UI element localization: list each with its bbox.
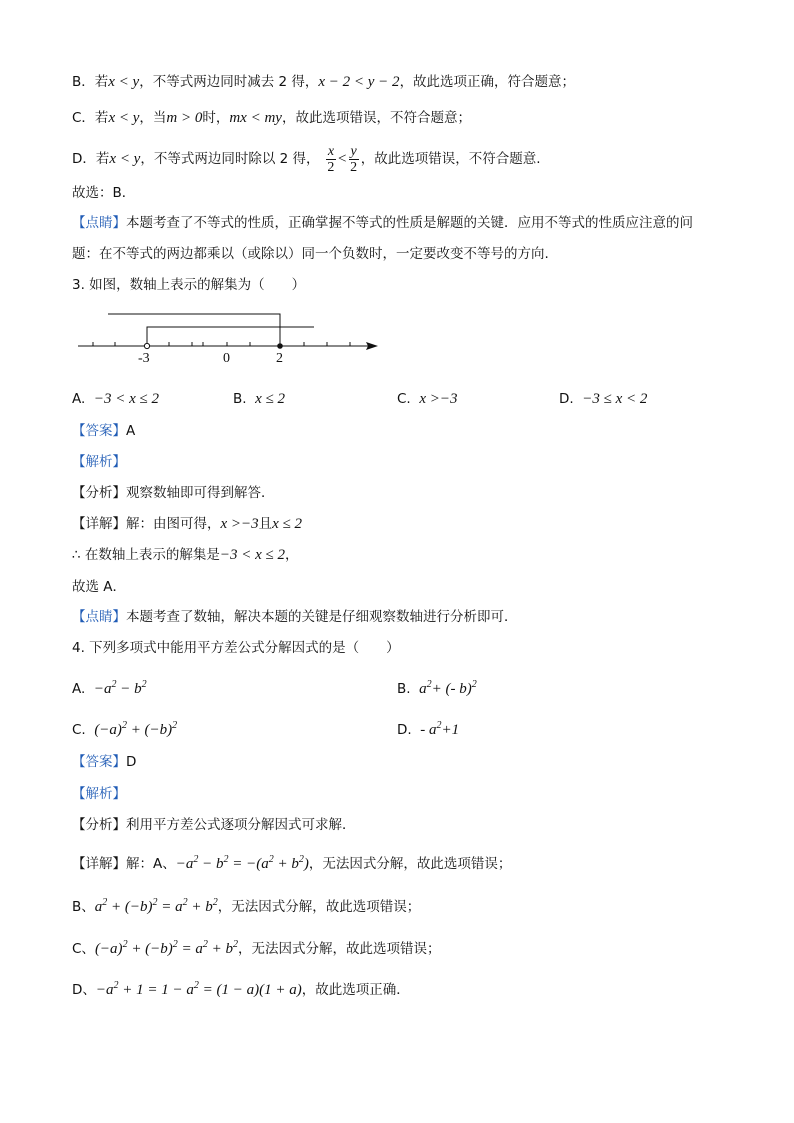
solution-bracket-le-2: [108, 314, 280, 346]
q2-option-d-explanation: D．若x < y，不等式两边同时除以 2 得， $\frac{x}{2}$ < $\frac{y}{2}$ ，故此选项错误，不符合题意.: [72, 143, 541, 175]
q2-option-c-explanation: C．若x < y，当m > 0时，mx < my，故此选项错误，不符合题意；: [72, 110, 471, 126]
q3-option-d[interactable]: D. −3 ≤ x < 2: [559, 391, 648, 407]
q3-detail: 【详解】解：由图可得，x >−3且x ≤ 2: [72, 516, 303, 532]
q4-detail-a: 【详解】解：A、$-a^2 - b^2 = -(a^2 + b^2)$，无法因式分解，故此选项错误；: [72, 854, 512, 872]
q3-option-a[interactable]: A. −3 < x ≤ 2: [72, 391, 160, 407]
axis-label-0: 0: [223, 351, 230, 366]
q4-detail-b: B、$a^2 + (-b)^2 = a^2 + b^2$，无法因式分解，故此选项错误；: [72, 897, 421, 915]
q4-option-a[interactable]: A. $-a^2 - b^2$: [72, 679, 147, 697]
q3-option-b[interactable]: B. x ≤ 2: [233, 391, 286, 407]
axis-label-2: 2: [276, 351, 283, 366]
fraction-y-over-2: $\frac{y}{2}$: [350, 143, 358, 175]
number-line-figure: [72, 305, 392, 367]
q3-choose: 故选 A．: [72, 579, 127, 595]
q2-comment-line-1: 【点睛】本题考查了不等式的性质，正确掌握不等式的性质是解题的关键．应用不等式的性质应注意的问: [72, 215, 693, 231]
solution-bracket-gt-neg3: [147, 327, 314, 346]
q4-detail-d: D、$-a^2 + 1 = 1 - a^2 = (1 - a)(1 + a)$，故此选项正确．: [72, 980, 410, 998]
q3-therefore: ∴ 在数轴上表示的解集是−3 < x ≤ 2，: [72, 547, 299, 563]
fraction-x-over-2: $\frac{x}{2}$: [327, 143, 335, 175]
q4-option-b[interactable]: B. $a^2+$ (- b)$^2$: [397, 679, 477, 697]
q4-option-c[interactable]: C. $(-a)^2 + (-b)^2$: [72, 720, 178, 738]
q4-detail-c: C、$(-a)^2 + (-b)^2 = a^2 + b^2$，无法因式分解，故此选项错误；: [72, 939, 441, 957]
q4-fenxi: 【分析】利用平方差公式逐项分解因式可求解．: [72, 817, 356, 833]
closed-point-2: [277, 343, 283, 349]
q3-fenxi: 【分析】观察数轴即可得到解答．: [72, 485, 275, 501]
q4-answer: 【答案】D: [72, 754, 137, 770]
q4-stem: 4. 下列多项式中能用平方差公式分解因式的是（ ）: [72, 640, 400, 656]
q2-option-b-explanation: B．若x < y，不等式两边同时减去 2 得，x − 2 < y − 2，故此选项正确，符合题意；: [72, 74, 576, 90]
q3-stem: 3. 如图，数轴上表示的解集为（ ）: [72, 277, 306, 293]
q3-comment: 【点睛】本题考查了数轴，解决本题的关键是仔细观察数轴进行分析即可．: [72, 609, 518, 625]
q3-analysis-heading: 【解析】: [72, 454, 126, 470]
q2-choose: 故选：B．: [72, 185, 136, 201]
axis-ticks: [93, 342, 350, 346]
q4-option-d[interactable]: D. - $a^2+1$: [397, 720, 460, 738]
axis-label-neg3: -3: [138, 351, 150, 366]
q3-answer: 【答案】A: [72, 423, 136, 439]
q2-comment-line-2: 题：在不等式的两边都乘以（或除以）同一个负数时，一定要改变不等号的方向.: [72, 246, 549, 262]
q3-option-c[interactable]: C. x >−3: [397, 391, 458, 407]
q4-analysis-heading: 【解析】: [72, 786, 126, 802]
open-point-neg3: [144, 343, 149, 348]
